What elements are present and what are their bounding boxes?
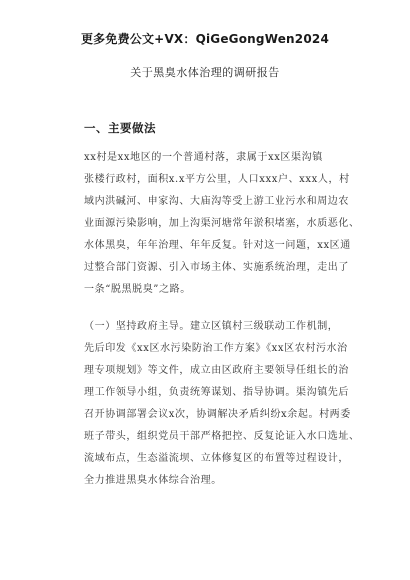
paragraph-line: 张楼行政村，面积x.x平方公里，人口xxx户、xxx人，村 bbox=[84, 174, 350, 185]
paragraph-line: 流域布点，生态溢流坝、立体修复区的布置等过程设计， bbox=[84, 453, 349, 464]
paragraph-line: 班子带头，组织党员干部严格把控、反复论证入水口选址、 bbox=[84, 431, 360, 442]
paragraph-line: xx村是xx地区的一个普通村落，隶属于xx区渠沟镇 bbox=[84, 152, 323, 163]
paragraph-line: 理专项规划》等文件，成立由区政府主要领导任组长的治 bbox=[84, 365, 349, 376]
paragraph-line: 理工作领导小组，负责统筹谋划、指导协调。渠沟镇先后 bbox=[84, 387, 349, 398]
section-heading: 一、主要做法 bbox=[84, 121, 156, 135]
paragraph-line: 召开协调部署会议x次，协调解决矛盾纠纷x余起。村两委 bbox=[84, 409, 351, 420]
paragraph-government-led bbox=[84, 316, 360, 492]
paragraph-line: 全力推进黑臭水体综合治理。 bbox=[84, 475, 222, 486]
paragraph-line: 过整合部门资源、引入市场主体、实施系统治理，走出了 bbox=[84, 262, 349, 273]
paragraph-line: 业面源污染影响，加上沟渠河塘常年淤积堵塞，水质恶化、 bbox=[84, 218, 360, 229]
paragraph-overview bbox=[84, 147, 360, 301]
promo-header: 更多免费公文+VX：QiGeGongWen2024 bbox=[80, 32, 329, 46]
paragraph-line: 一条“脱黑脱臭”之路。 bbox=[84, 284, 191, 295]
paragraph-line: （一）坚持政府主导。建立区镇村三级联动工作机制， bbox=[84, 321, 339, 332]
document-title: 关于黑臭水体治理的调研报告 bbox=[130, 66, 280, 79]
paragraph-line: 水体黑臭，年年治理、年年反复。针对这一问题，xx区通 bbox=[84, 240, 351, 251]
paragraph-line: 域内洪碱河、申家沟、大庙沟等受上游工业污水和周边农 bbox=[84, 196, 349, 207]
paragraph-line: 先后印发《xx区水污染防治工作方案》《xx区农村污水治 bbox=[84, 343, 348, 354]
